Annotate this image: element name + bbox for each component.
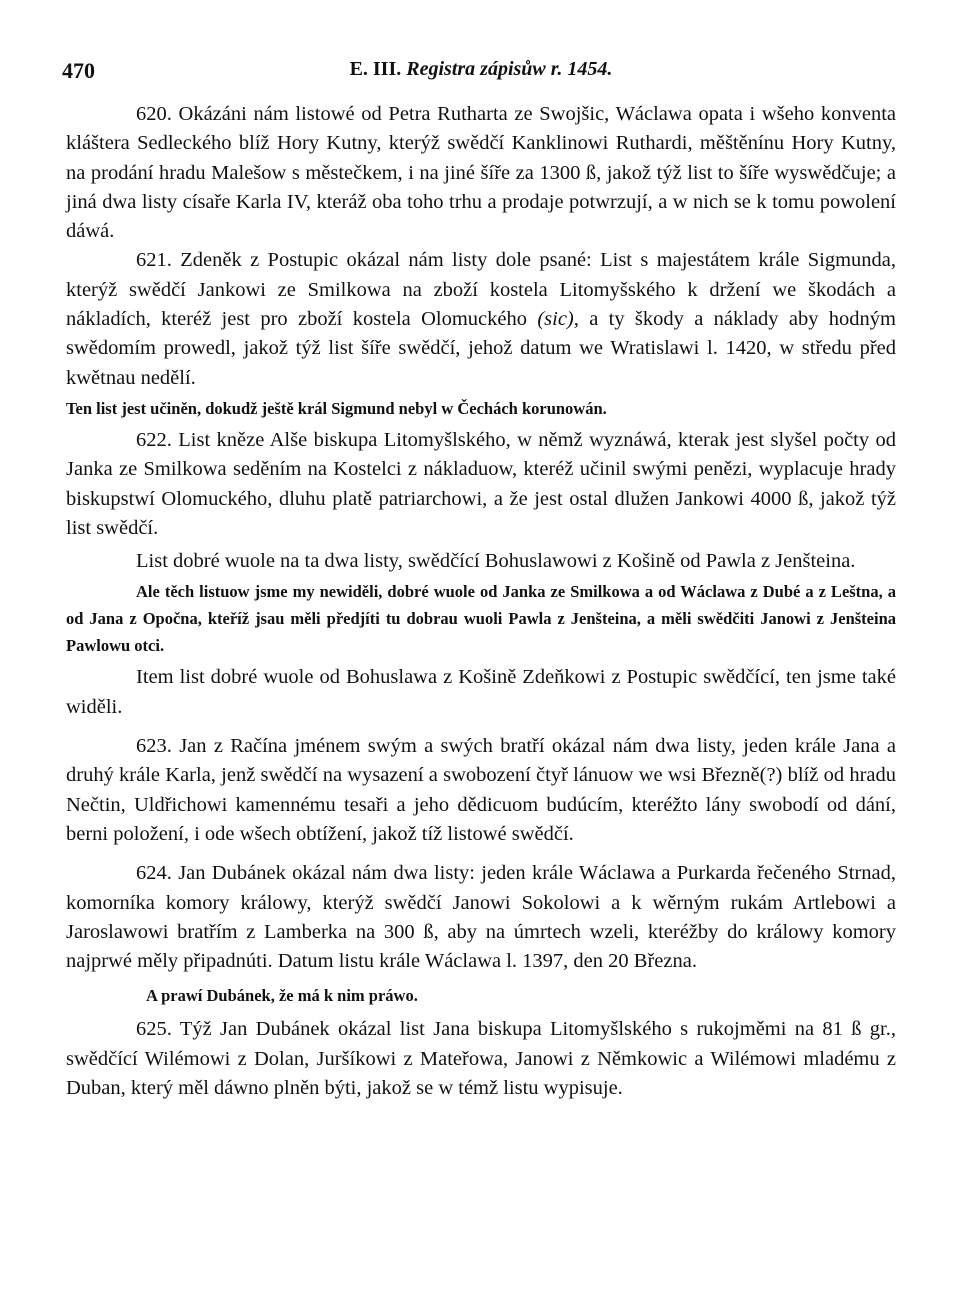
entry-621-note: Ten list jest učiněn, dokudž ještě král Sigmund nebyl w Čechách korunowán. <box>66 398 607 418</box>
entry-621 <box>66 246 896 392</box>
entry-622-para3: Item list dobré wuole od Bohuslawa z Košině Zdeňkowi z Postupic swědčící, ten jsme také widěli. <box>66 666 896 718</box>
entry-text: List kněze Alše biskupa Litomyšlského, w němž wyznáwá, kterak jest slyšel počty od Janka ze Smilkowa seděním na Kostelci z nákladuow, kteréž učinil swými penězi, wyplacuje hrady biskupstwí Olomuckého, dluhu platě patriarchowi, a že jest ostal dlužen Jankowi 4000 ß, jakož týž list swědčí. <box>66 428 896 539</box>
entry-number: 623. <box>136 735 172 758</box>
entry-text: Zdeněk z Postupic okázal nám listy dole psané: List s majestátem krále Sigmunda, kterýž swědčí Jankowi ze Smilkowa na zboží kostela Litomyšského k držení we škodách a nákladích, kteréž jest pro zboží kostela Olomuckého <box>66 249 897 331</box>
entry-623 <box>66 732 896 849</box>
entry-622-para2: List dobré wuole na ta dwa listy, swědčící Bohuslawowi z Košině od Pawla z Jenšteina. <box>136 550 856 573</box>
entry-number: 622. <box>136 428 172 451</box>
entry-text: Týž Jan Dubánek okázal list Jana biskupa Litomyšlského s rukojměmi na 81 ß gr., swědčící Wilémowi z Dolan, Juršíkowi z Mateřowa, Janowi z Němkowic a Wilémowi mladému z Duban, který měl dáwno plněn býti, jakož se w témž listu wypisuje. <box>66 1018 896 1100</box>
entry-625 <box>66 1015 896 1103</box>
entry-number: 624. <box>136 862 172 885</box>
running-title-italic: Registra zápisůw r. 1454. <box>406 58 613 80</box>
sic-annotation: (sic), <box>537 308 579 331</box>
entry-text: Jan Dubánek okázal nám dwa listy: jeden krále Wáclawa a Purkarda řečeného Strnad, komorníka komory králowy, kterýž swědčí Janowi Sokolowi a k wěrným rukám Artlebowi a Jaroslawowi bratřím z Lamberka na 300 ß, aby na úmrtech wzeli, kteréžby do králowy komory najprwé měly připadnúti. Datum listu krále Wáclawa l. 1397, den 20 Března. <box>66 862 897 973</box>
entry-620 <box>66 100 896 246</box>
page-number: 470 <box>62 58 95 83</box>
entry-text: Okázáni nám listowé od Petra Rutharta ze Swojšic, Wáclawa opata i wšeho konventa kláštera Sedleckého blíž Hory Kutny, kterýž swědčí Kanklinowi Ruthardi, měštěnínu Hory Kutny, na prodání hradu Malešow s městečkem, i na jiné šíře za 1300 ß, jakož týž list to šíře wyswědčuje; a jiná dwa listy císaře Karla IV, kteráž oba toho trhu a prodaje potwrzují, a w nich se k tomu powolení dáwá. <box>66 103 896 243</box>
running-title-prefix: E. III. <box>349 58 402 80</box>
entry-number: 621. <box>136 249 172 272</box>
entry-622 <box>66 426 896 543</box>
entry-622-note: Ale těch listuow jsme my newiděli, dobré wuole od Janka ze Smilkowa a od Wáclawa z Dubé a z Leštna, a od Jana z Opočna, kteříž jsau měli předjíti tu dobrau wuoli Pawla z Jenšteina, a měli swědčiti Janowi z Jenšteina Pawlowu otci. <box>66 582 896 656</box>
entry-624 <box>66 859 896 976</box>
entry-number: 620. <box>136 103 172 125</box>
entry-text: Jan z Račína jménem swým a swých bratří okázal nám dwa listy, jeden krále Jana a druhý krále Karla, jenž swědčí na wysazení a swobození čtyř lánuow we wsi Březně(?) blíž od hradu Nečtin, Uldřichowi kamennému tesaři a jeho dědicuom budúcím, kteréžto lány swobodí od dání, berni položení, i ode wšech obtížení, jakož tíž listowé swědčí. <box>66 735 896 845</box>
entry-text-continued: a ty škody a náklady aby hodným swědomím prowedl, jakož týž list šíře swědčí, jehož datum we Wratislawi l. 1420, w středu před kwětnau nedělí. <box>66 308 896 389</box>
page-header <box>62 58 900 92</box>
entry-624-note: A prawí Dubánek, že má k nim práwo. <box>146 986 418 1006</box>
entry-number: 625. <box>136 1018 172 1041</box>
running-title <box>62 58 900 81</box>
page-body <box>66 100 896 1103</box>
